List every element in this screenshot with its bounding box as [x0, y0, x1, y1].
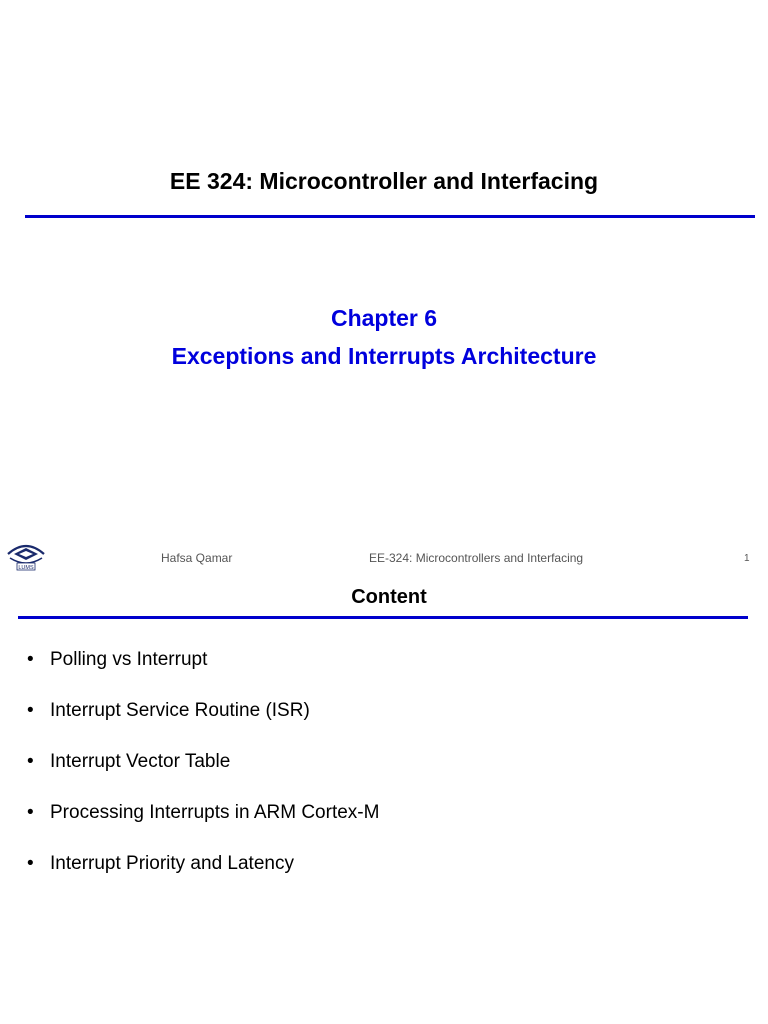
content-divider	[18, 616, 748, 619]
list-item-label: Interrupt Priority and Latency	[50, 853, 294, 874]
list-item	[27, 648, 379, 699]
lums-logo-icon	[6, 538, 46, 572]
list-item	[27, 852, 379, 903]
content-title: Content	[351, 586, 427, 608]
chapter-number: Chapter 6	[330, 305, 438, 331]
list-item-label: Polling vs Interrupt	[50, 649, 208, 670]
logo-text: LUMS	[18, 565, 34, 571]
bullet: •	[27, 853, 34, 874]
list-item	[27, 801, 379, 852]
list-item-label: Interrupt Service Routine (ISR)	[50, 700, 310, 721]
title-divider	[25, 215, 755, 218]
course-title: EE 324: Microcontroller and Interfacing	[169, 168, 599, 194]
content-list	[27, 648, 379, 903]
footer-author: Hafsa Qamar	[161, 551, 233, 565]
chapter-title: Exceptions and Interrupts Architecture	[171, 343, 597, 369]
page-number: 1	[744, 553, 750, 564]
list-item-label: Interrupt Vector Table	[50, 751, 231, 772]
bullet: •	[27, 649, 34, 670]
list-item	[27, 699, 379, 750]
footer-course: EE-324: Microcontrollers and Interfacing	[369, 551, 584, 565]
bullet: •	[27, 802, 34, 823]
bullet: •	[27, 751, 34, 772]
bullet: •	[27, 700, 34, 721]
list-item	[27, 750, 379, 801]
list-item-label: Processing Interrupts in ARM Cortex-M	[50, 802, 380, 823]
